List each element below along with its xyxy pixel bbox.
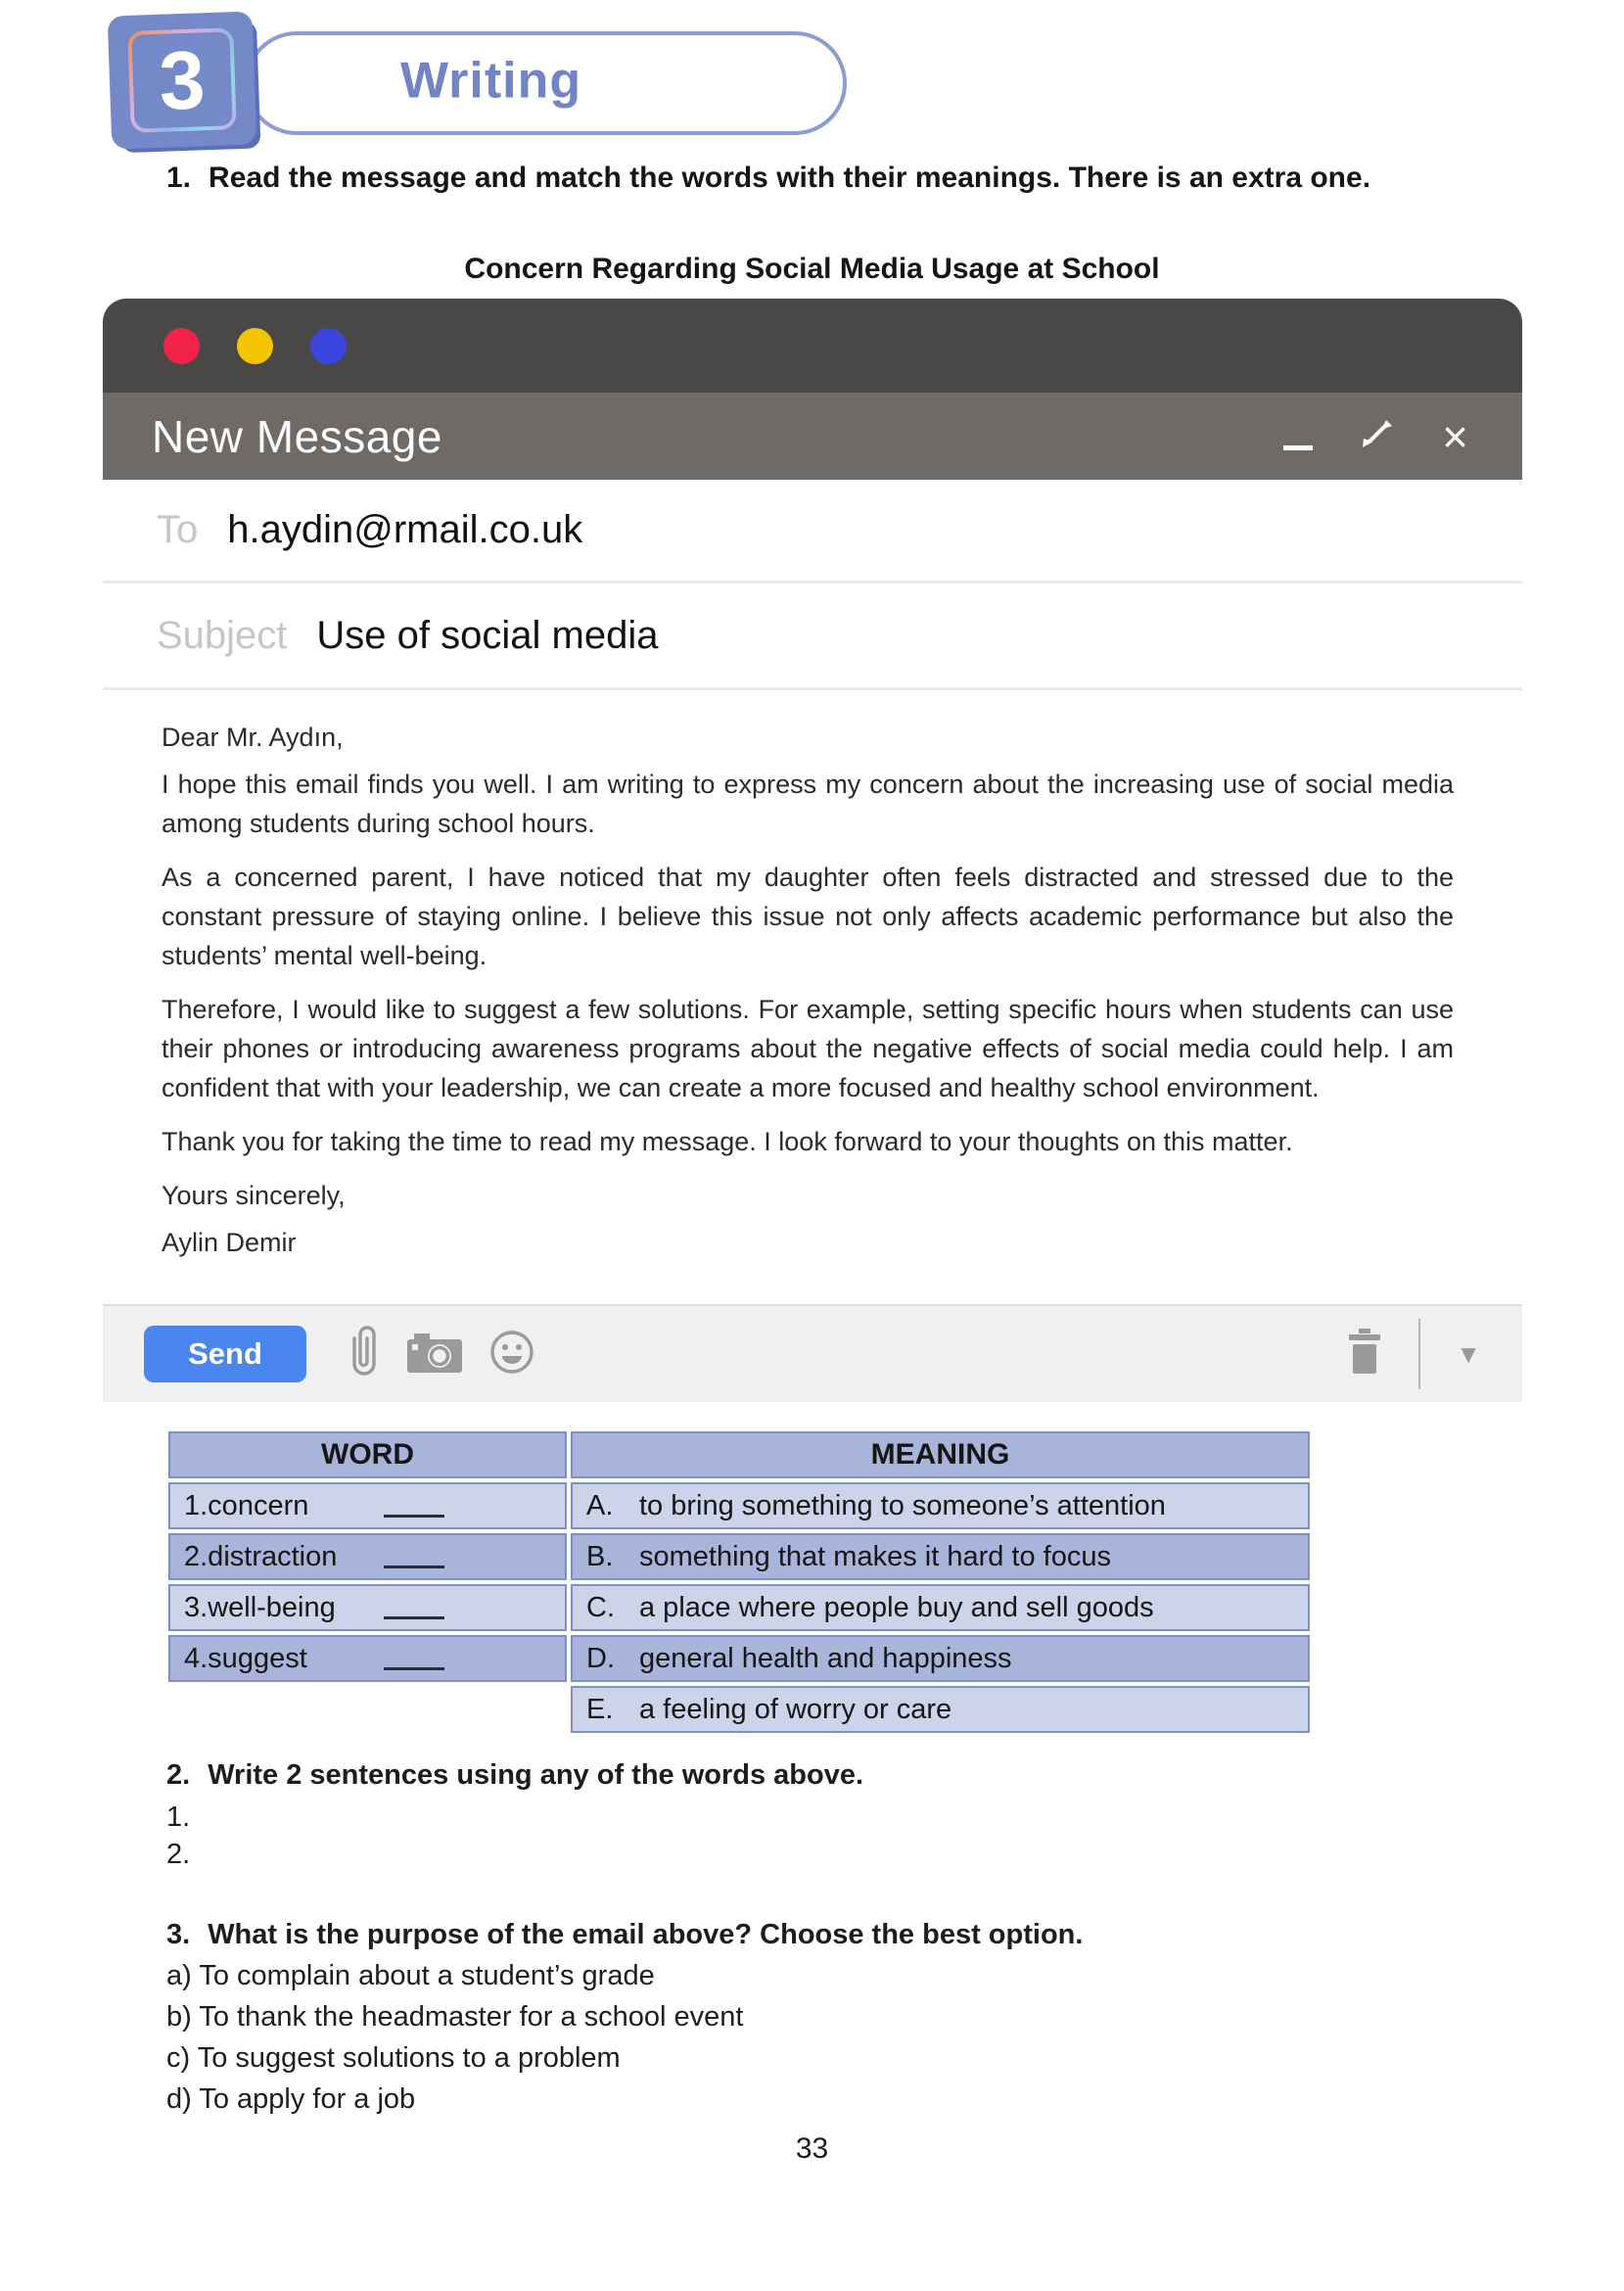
email-paragraph: Thank you for taking the time to read my message. I look forward to your thoughts on this matter.	[162, 1127, 1293, 1156]
email-closing: Yours sincerely,	[162, 1181, 346, 1210]
meaning-cell: E. a feeling of worry or care	[571, 1686, 1310, 1733]
subject-field[interactable]	[103, 584, 1522, 687]
unit-number: 3	[158, 33, 207, 127]
field-divider	[103, 687, 1522, 690]
table-row	[168, 1584, 1310, 1631]
exercise3-option: c) To suggest solutions to a problem	[166, 2042, 621, 2074]
email-paragraph: As a concerned parent, I have noticed that my daughter often feels distracted and stressed due to the constant pressure of staying online. I believe this issue not only affects academic performance but also the students’ mental well-being.	[162, 863, 1454, 970]
compose-title: New Message	[152, 410, 442, 462]
compose-toolbar	[103, 1304, 1522, 1402]
exercise3-instruction	[166, 1919, 1083, 1951]
window-titlebar	[103, 299, 1522, 393]
compose-toolbar-icons	[348, 1325, 535, 1384]
meaning-column-header: MEANING	[571, 1431, 1310, 1478]
exercise1-number: 1.	[166, 162, 192, 194]
word-column-header: WORD	[168, 1431, 567, 1478]
minimize-icon[interactable]	[1283, 445, 1313, 450]
match-table	[168, 1431, 1310, 1737]
subject-value: Use of social media	[316, 613, 659, 657]
trash-icon[interactable]	[1346, 1329, 1383, 1380]
unit-title-pill	[245, 31, 847, 135]
unit-header	[103, 8, 788, 155]
exercise1-instruction	[166, 162, 1370, 195]
camera-icon[interactable]	[406, 1330, 463, 1379]
to-label: To	[157, 508, 199, 551]
subject-label: Subject	[157, 613, 288, 657]
word-cell: 3.well-being	[168, 1584, 567, 1631]
page-number: 33	[795, 2132, 829, 2165]
table-header-row	[168, 1431, 1310, 1478]
word-cell: 1.concern	[168, 1482, 567, 1529]
table-row	[168, 1686, 1310, 1733]
unit-number-badge	[108, 11, 257, 149]
exercise3-option: a) To complain about a student’s grade	[166, 1960, 655, 1991]
send-button[interactable]: Send	[144, 1326, 306, 1382]
answer-blank[interactable]	[384, 1566, 444, 1568]
table-row	[168, 1482, 1310, 1529]
exercise2-instruction	[166, 1759, 863, 1792]
traffic-light-yellow-icon[interactable]	[237, 328, 273, 364]
table-row	[168, 1635, 1310, 1682]
more-options-dropdown-icon[interactable]: ▼	[1456, 1338, 1481, 1369]
exercise2-number: 2.	[166, 1759, 191, 1791]
window-controls	[1283, 410, 1468, 462]
traffic-light-blue-icon[interactable]	[310, 328, 347, 364]
exercise3-option: b) To thank the headmaster for a school event	[166, 2001, 744, 2033]
to-value: h.aydin@rmail.co.uk	[227, 508, 583, 551]
table-row	[168, 1533, 1310, 1580]
answer-blank[interactable]	[384, 1515, 444, 1518]
meaning-cell: A. to bring something to someone’s attention	[571, 1482, 1310, 1529]
empty-cell	[168, 1686, 567, 1733]
badge-gradient-frame	[127, 27, 237, 133]
email-paragraph: Therefore, I would like to suggest a few solutions. For example, setting specific hours when students can use their phones or introducing awareness programs about the negative effects of social media could help. I am confident that with your leadership, we can create a more focused and healthy school environment.	[162, 995, 1454, 1102]
email-paragraph: I hope this email finds you well. I am writing to express my concern about the increasing use of social media among students during school hours.	[162, 770, 1454, 838]
compose-header-bar	[103, 393, 1522, 480]
email-window	[103, 299, 1522, 1402]
exercise3-number: 3.	[166, 1919, 191, 1950]
close-icon[interactable]: ×	[1442, 410, 1468, 462]
meaning-cell: D. general health and happiness	[571, 1635, 1310, 1682]
meaning-cell: C. a place where people buy and sell goods	[571, 1584, 1310, 1631]
traffic-light-red-icon[interactable]	[163, 328, 200, 364]
exercise3-text: What is the purpose of the email above? Choose the best option.	[208, 1919, 1084, 1950]
answer-blank[interactable]	[384, 1616, 444, 1619]
unit-title: Writing	[400, 52, 582, 110]
exercise2-answer-line[interactable]: 2.	[166, 1839, 191, 1870]
exercise2-answer-line[interactable]: 1.	[166, 1801, 191, 1833]
email-body[interactable]	[162, 718, 1454, 1277]
email-title-heading: Concern Regarding Social Media Usage at School	[464, 253, 1160, 285]
answer-blank[interactable]	[384, 1667, 444, 1670]
word-cell: 4.suggest	[168, 1635, 567, 1682]
exercise2-text: Write 2 sentences using any of the words above.	[208, 1759, 864, 1791]
toolbar-divider	[1418, 1319, 1420, 1389]
email-signature: Aylin Demir	[162, 1228, 297, 1257]
emoji-icon[interactable]	[488, 1329, 535, 1380]
word-cell: 2.distraction	[168, 1533, 567, 1580]
expand-icon[interactable]	[1360, 416, 1395, 456]
meaning-cell: B. something that makes it hard to focus	[571, 1533, 1310, 1580]
email-greeting: Dear Mr. Aydın,	[162, 723, 344, 752]
to-field[interactable]	[103, 480, 1522, 581]
exercise1-text: Read the message and match the words with their meanings. There is an extra one.	[209, 162, 1371, 194]
exercise3-option: d) To apply for a job	[166, 2083, 416, 2115]
compose-toolbar-right	[1346, 1319, 1481, 1389]
attachment-icon[interactable]	[348, 1325, 381, 1384]
